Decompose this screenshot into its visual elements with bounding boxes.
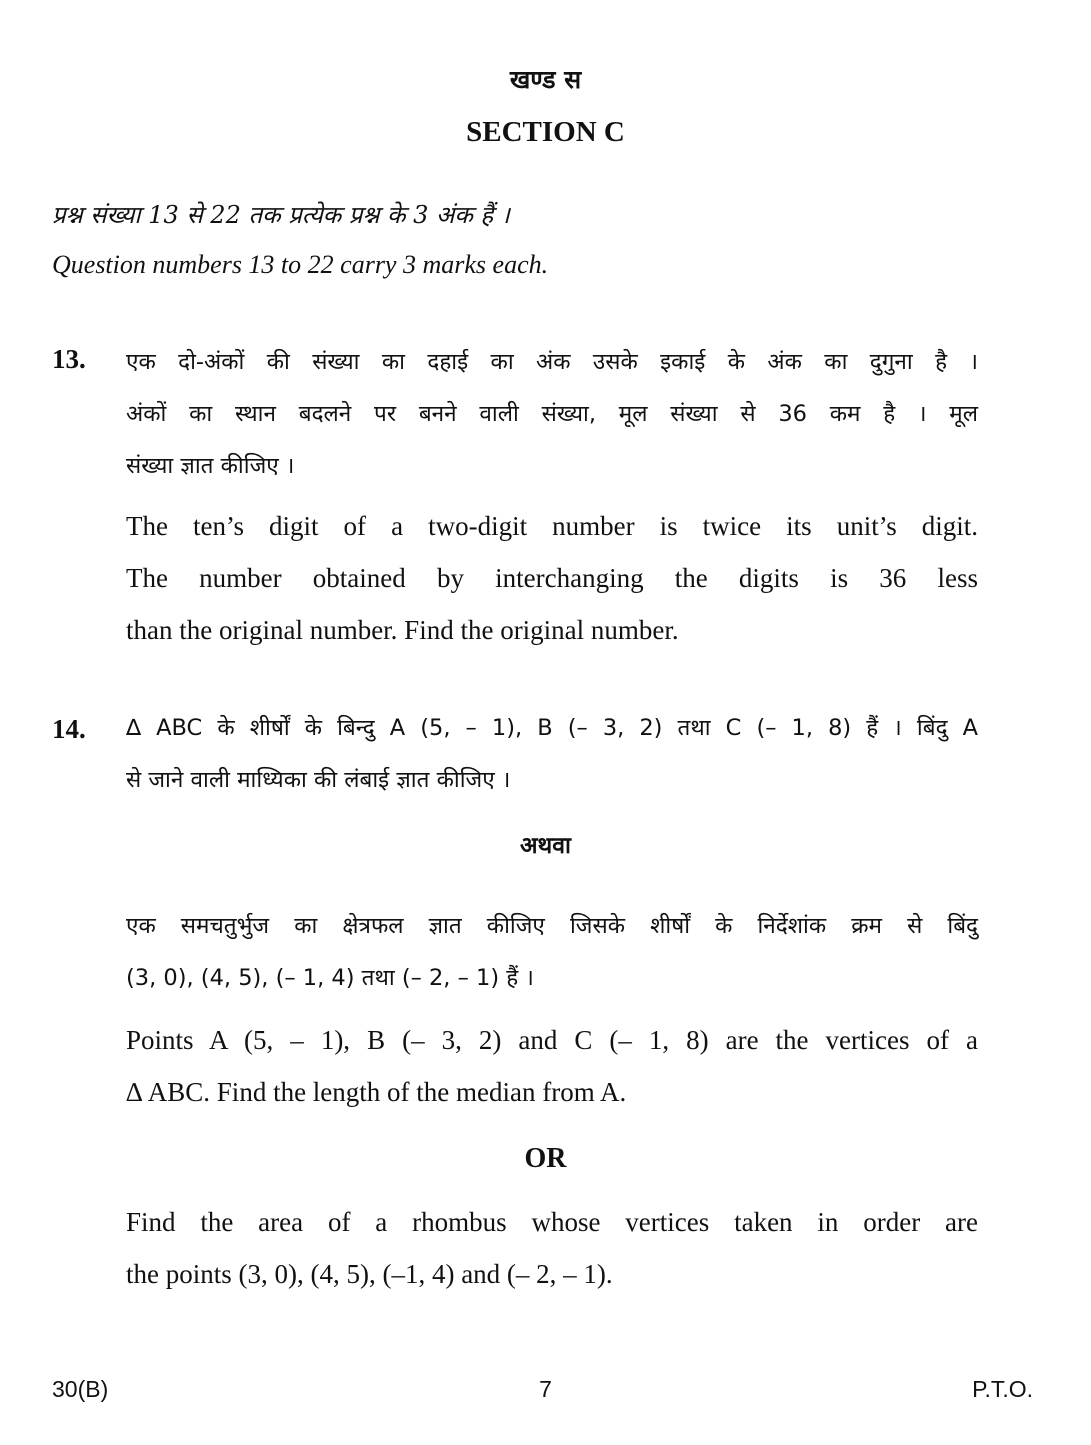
question-14-alt-hindi-line-1: एक समचतुर्भुज का क्षेत्रफल ज्ञात कीजिए जिसके शीर्षों के निर्देशांक क्रम से बिंदु (126, 913, 978, 939)
or-hindi: अथवा (519, 833, 571, 859)
section-title: SECTION C (466, 116, 625, 148)
question-14-alt-hindi-line-2: (3, 0), (4, 5), (– 1, 4) तथा (– 2, – 1) हैं । (126, 965, 534, 991)
question-13-number: 13. (52, 344, 86, 374)
question-14-english-line-2: ∆ ABC. Find the length of the median from A. (126, 1077, 627, 1107)
please-turn-over: P.T.O. (972, 1376, 1033, 1402)
question-14-hindi-line-2: से जाने वाली माध्यिका की लंबाई ज्ञात कीजिए । (126, 767, 511, 793)
question-13-hindi (126, 336, 978, 492)
question-14-alt-hindi (126, 900, 978, 1004)
question-14-hindi-line-1: ∆ ABC के शीर्षों के बिन्दु A (5, – 1), B (– 3, 2) तथा C (– 1, 8) हैं । बिंदु A (126, 715, 978, 741)
section-hindi-title: खण्ड स (509, 65, 582, 94)
question-13-english-line-3: than the original number. Find the original number. (126, 615, 679, 645)
question-14-english-line-1: Points A (5, – 1), B (– 3, 2) and C (– 1, 8) are the vertices of a (126, 1025, 978, 1055)
question-13-hindi-line-2: अंकों का स्थान बदलने पर बनने वाली संख्या, मूल संख्या से 36 कम है । मूल (126, 401, 978, 427)
question-13-hindi-line-1: एक दो-अंकों की संख्या का दहाई का अंक उसके इकाई के अंक का दुगुना है । (126, 349, 978, 375)
question-14-alt-english-line-1: Find the area of a rhombus whose vertices taken in order are (126, 1207, 978, 1237)
question-13-hindi-line-3: संख्या ज्ञात कीजिए । (126, 453, 295, 479)
question-13-english-line-2: The number obtained by interchanging the digits is 36 less (126, 563, 978, 593)
paper-code: 30(B) (52, 1376, 109, 1402)
question-13-english (126, 500, 978, 656)
question-14-hindi (126, 702, 978, 806)
question-14-alt-english-line-2: the points (3, 0), (4, 5), (–1, 4) and (– 2, – 1). (126, 1259, 613, 1289)
page-number: 7 (539, 1376, 552, 1402)
question-14-english (126, 1014, 978, 1118)
question-14-alt-english (126, 1196, 978, 1300)
instructions-hindi: प्रश्न संख्या 13 से 22 तक प्रत्येक प्रश्न के 3 अंक हैं । (52, 201, 510, 229)
or-english: OR (524, 1143, 567, 1174)
instructions-english: Question numbers 13 to 22 carry 3 marks each. (52, 250, 549, 279)
question-13-english-line-1: The ten’s digit of a two-digit number is twice its unit’s digit. (126, 511, 978, 541)
question-14-number: 14. (52, 714, 86, 744)
